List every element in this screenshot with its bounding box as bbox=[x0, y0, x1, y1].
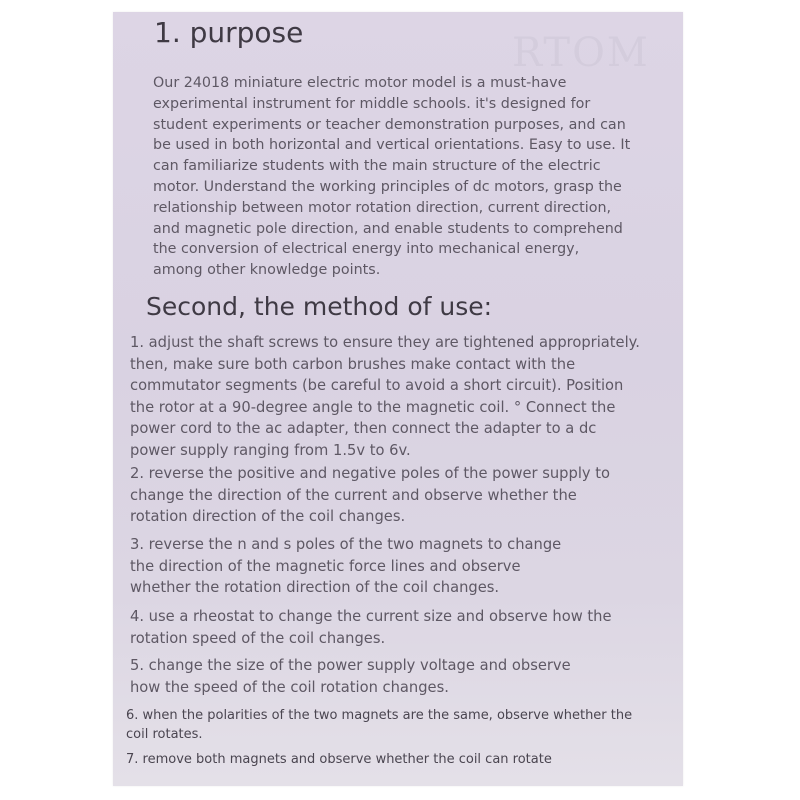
method-step-5 bbox=[130, 655, 571, 698]
text-line: power supply ranging from 1.5v to 6v. bbox=[130, 441, 411, 459]
text-line: 5. change the size of the power supply voltage and observe bbox=[130, 657, 571, 674]
method-step-2 bbox=[130, 463, 610, 528]
purpose-heading: 1. purpose bbox=[154, 16, 304, 49]
text-line: rotation speed of the coil changes. bbox=[130, 629, 386, 647]
text-line: 4. use a rheostat to change the current size and observe how the bbox=[130, 608, 612, 625]
watermark-text: RTOM bbox=[512, 30, 650, 76]
text-line: can familiarize students with the main structure of the electric bbox=[153, 158, 601, 175]
text-line: rotation direction of the coil changes. bbox=[130, 508, 406, 526]
text-line: among other knowledge points. bbox=[153, 262, 381, 279]
method-step-4 bbox=[130, 606, 612, 649]
text-line: 7. remove both magnets and observe whether the coil can rotate bbox=[126, 752, 552, 767]
text-line: change the direction of the current and observe whether the bbox=[130, 486, 577, 504]
method-heading: Second, the method of use: bbox=[146, 292, 493, 321]
text-line: 2. reverse the positive and negative poles of the power supply to bbox=[130, 465, 611, 482]
text-line: the rotor at a 90-degree angle to the magnetic coil. ° Connect the bbox=[130, 398, 616, 416]
text-line: be used in both horizontal and vertical orientations. Easy to use. It bbox=[153, 137, 631, 154]
text-line: 6. when the polarities of the two magnets are the same, observe whether the bbox=[126, 708, 633, 723]
text-line: student experiments or teacher demonstration purposes, and can bbox=[153, 116, 626, 133]
method-step-7 bbox=[126, 751, 552, 770]
text-line: then, make sure both carbon brushes make contact with the bbox=[130, 355, 576, 373]
text-line: and magnetic pole direction, and enable students to comprehend bbox=[153, 220, 623, 237]
method-step-1 bbox=[130, 332, 640, 462]
text-line: 1. adjust the shaft screws to ensure they are tightened appropriately. bbox=[130, 334, 640, 351]
text-line: whether the rotation direction of the coil changes. bbox=[130, 579, 500, 597]
text-line: 3. reverse the n and s poles of the two magnets to change bbox=[130, 536, 562, 553]
purpose-paragraph bbox=[153, 73, 630, 281]
text-line: the direction of the magnetic force lines and observe bbox=[130, 557, 521, 575]
text-line: experimental instrument for middle schools. it's designed for bbox=[153, 95, 591, 112]
text-line: power cord to the ac adapter, then connect the adapter to a dc bbox=[130, 420, 597, 438]
text-line: motor. Understand the working principles of dc motors, grasp the bbox=[153, 178, 622, 195]
text-line: how the speed of the coil rotation changes. bbox=[130, 678, 449, 696]
text-line: the conversion of electrical energy into mechanical energy, bbox=[153, 241, 580, 258]
text-line: coil rotates. bbox=[126, 726, 203, 742]
method-step-6 bbox=[126, 707, 632, 744]
text-line: Our 24018 miniature electric motor model is a must-have bbox=[153, 75, 567, 91]
text-line: relationship between motor rotation direction, current direction, bbox=[153, 199, 612, 216]
method-step-3 bbox=[130, 534, 561, 599]
text-line: commutator segments (be careful to avoid a short circuit). Position bbox=[130, 377, 624, 395]
